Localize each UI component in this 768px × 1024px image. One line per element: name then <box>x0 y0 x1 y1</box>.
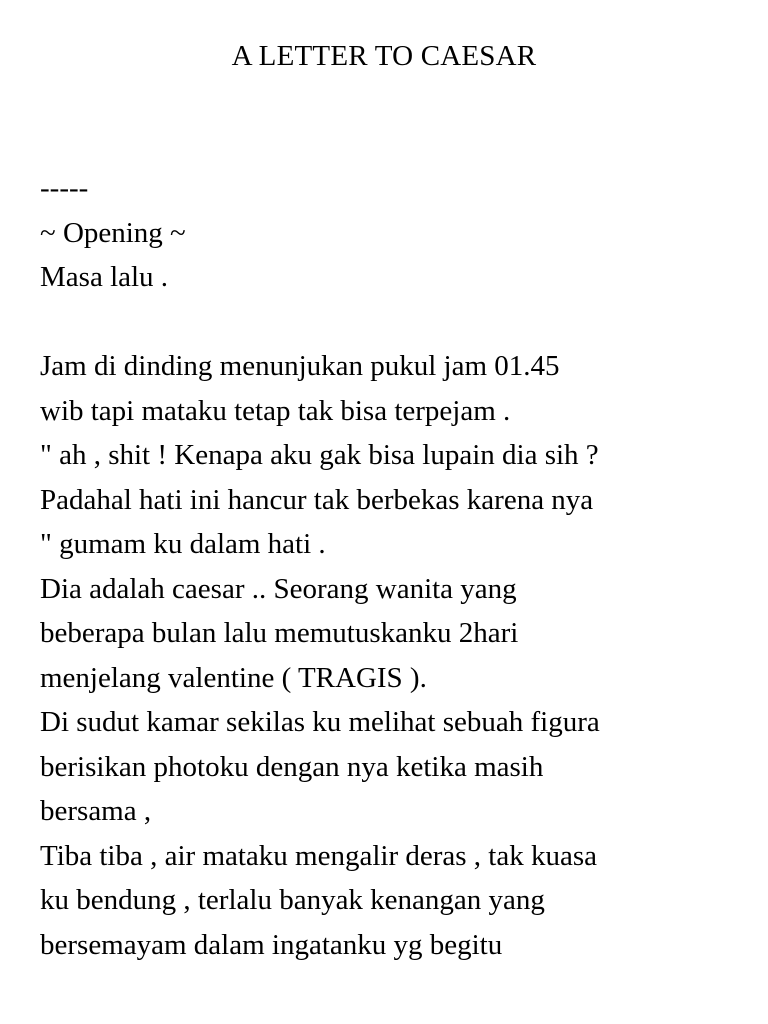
text-line: menjelang valentine ( TRAGIS ). <box>40 661 427 694</box>
text-line: Dia adalah caesar .. Seorang wanita yang <box>40 572 517 605</box>
text-line: " ah , shit ! Kenapa aku gak bisa lupain dia sih ? <box>40 439 599 471</box>
text-line: Di sudut kamar sekilas ku melihat sebuah figura <box>40 706 600 738</box>
text-line: beberapa bulan lalu memutuskanku 2hari <box>40 617 519 649</box>
separator-line: ----- <box>40 172 89 204</box>
text-line: Masa lalu . <box>40 261 169 293</box>
document-title: A LETTER TO CAESAR <box>231 40 537 72</box>
text-line: Jam di dinding menunjukan pukul jam 01.45 <box>40 350 560 382</box>
text-line: wib tapi mataku tetap tak bisa terpejam . <box>40 394 511 427</box>
text-line: berisikan photoku dengan nya ketika masih <box>40 750 544 783</box>
text-line: bersemayam dalam ingatanku yg begitu <box>40 928 503 961</box>
section-heading: ~ Opening ~ <box>40 216 186 249</box>
text-line: Padahal hati ini hancur tak berbekas karena nya <box>40 483 594 516</box>
text-line: ku bendung , terlalu banyak kenangan yang <box>40 884 545 916</box>
text-line: bersama , <box>40 795 152 827</box>
text-line: Tiba tiba , air mataku mengalir deras , tak kuasa <box>40 839 598 872</box>
blank-line <box>40 300 740 345</box>
text-line: " gumam ku dalam hati . <box>40 528 326 560</box>
document-body <box>40 166 740 967</box>
